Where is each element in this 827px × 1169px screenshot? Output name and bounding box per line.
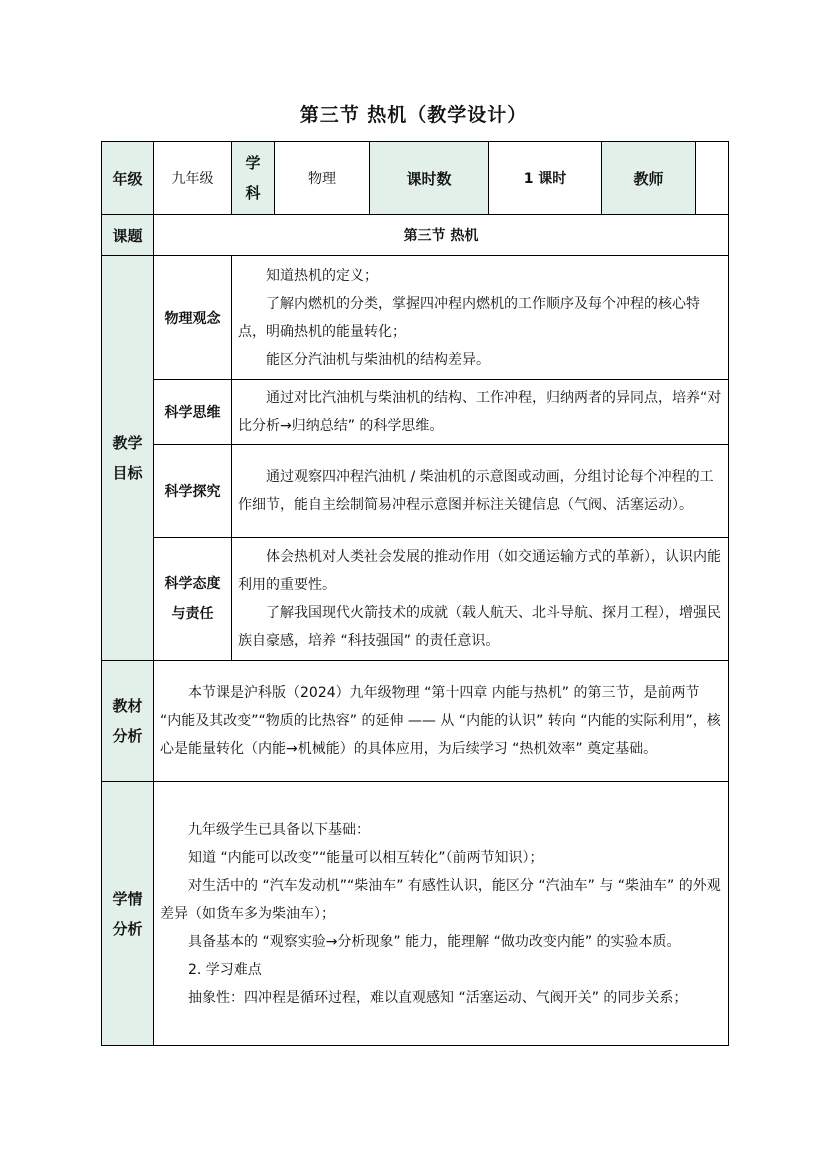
textbook-paragraph: 本节课是沪科版（2024）九年级物理 “第十四章 内能与热机” 的第三节，是前两节 “内能及其改变”“物质的比热容” 的延伸 —— 从 “内能的认识” 转向 “内能的实际利用”，核心是能量转化（内能→机械能）的具体应用，为后续学习 “热机效率” 奠定基础。 bbox=[160, 685, 721, 757]
objective-paragraph: 通过观察四冲程汽油机 / 柴油机的示意图或动画，分组讨论每个冲程的工作细节，能自主绘制简易冲程示意图并标注关键信息（气阀、活塞运动）。 bbox=[238, 469, 714, 513]
topic-label: 课题 bbox=[102, 215, 154, 256]
subject-value: 物理 bbox=[275, 142, 370, 215]
hours-label: 课时数 bbox=[370, 142, 489, 215]
objective-name: 物理观念 bbox=[154, 256, 232, 380]
students-content bbox=[154, 782, 729, 1046]
objective-name: 科学态度 与责任 bbox=[154, 538, 232, 661]
textbook-content bbox=[154, 661, 729, 782]
hours-value: 1 课时 bbox=[489, 142, 602, 215]
lesson-plan-table bbox=[101, 141, 729, 1046]
page-title: 第三节 热机（教学设计） bbox=[299, 104, 528, 126]
objective-content bbox=[232, 538, 729, 661]
students-paragraph: 知道 “内能可以改变”“能量可以相互转化”（前两节知识）； bbox=[188, 849, 544, 866]
topic-value: 第三节 热机 bbox=[154, 215, 729, 256]
students-label: 学情 分析 bbox=[102, 782, 154, 1046]
grade-value: 九年级 bbox=[154, 142, 232, 215]
subject-label: 学 科 bbox=[232, 142, 275, 215]
students-paragraph: 九年级学生已具备以下基础： bbox=[188, 821, 370, 838]
objective-paragraph: 体会热机对人类社会发展的推动作用（如交通运输方式的革新），认识内能利用的重要性。 bbox=[238, 549, 721, 593]
header-row bbox=[102, 142, 729, 215]
topic-row bbox=[102, 215, 729, 256]
objectives-label: 教学 目标 bbox=[102, 256, 154, 661]
objective-name: 科学探究 bbox=[154, 445, 232, 538]
grade-label: 年级 bbox=[102, 142, 154, 215]
teacher-value bbox=[696, 142, 729, 215]
objective-content bbox=[232, 256, 729, 380]
students-paragraph: 对生活中的 “汽车发动机”“柴油车” 有感性认识，能区分 “汽油车” 与 “柴油车” 的外观差异（如货车多为柴油车）； bbox=[160, 877, 721, 922]
objective-paragraph: 能区分汽油机与柴油机的结构差异。 bbox=[266, 351, 490, 368]
objective-content bbox=[232, 445, 729, 538]
students-paragraph: 具备基本的 “观察实验→分析现象” 能力，能理解 “做功改变内能” 的实验本质。 bbox=[188, 933, 681, 950]
textbook-analysis-row bbox=[102, 661, 729, 782]
objective-row-attitude bbox=[102, 538, 729, 661]
objective-row-physics-concept bbox=[102, 256, 729, 380]
textbook-label: 教材 分析 bbox=[102, 661, 154, 782]
objective-name: 科学思维 bbox=[154, 380, 232, 445]
objective-paragraph: 了解我国现代火箭技术的成就（载人航天、北斗导航、探月工程），增强民族自豪感，培养 “科技强国” 的责任意识。 bbox=[238, 605, 721, 649]
students-paragraph: 抽象性：四冲程是循环过程，难以直观感知 “活塞运动、气阀开关” 的同步关系； bbox=[188, 989, 688, 1006]
objective-paragraph: 了解内燃机的分类，掌握四冲程内燃机的工作顺序及每个冲程的核心特点，明确热机的能量转化； bbox=[238, 295, 700, 340]
objective-row-scientific-thinking bbox=[102, 380, 729, 445]
objective-content bbox=[232, 380, 729, 445]
objective-row-scientific-inquiry bbox=[102, 445, 729, 538]
teacher-label: 教师 bbox=[602, 142, 696, 215]
students-paragraph: 2. 学习难点 bbox=[188, 961, 262, 978]
objective-paragraph: 通过对比汽油机与柴油机的结构、工作冲程，归纳两者的异同点，培养“对比分析→归纳总结” 的科学思维。 bbox=[238, 390, 722, 434]
objective-paragraph: 知道热机的定义； bbox=[266, 267, 378, 284]
student-analysis-row bbox=[102, 782, 729, 1046]
